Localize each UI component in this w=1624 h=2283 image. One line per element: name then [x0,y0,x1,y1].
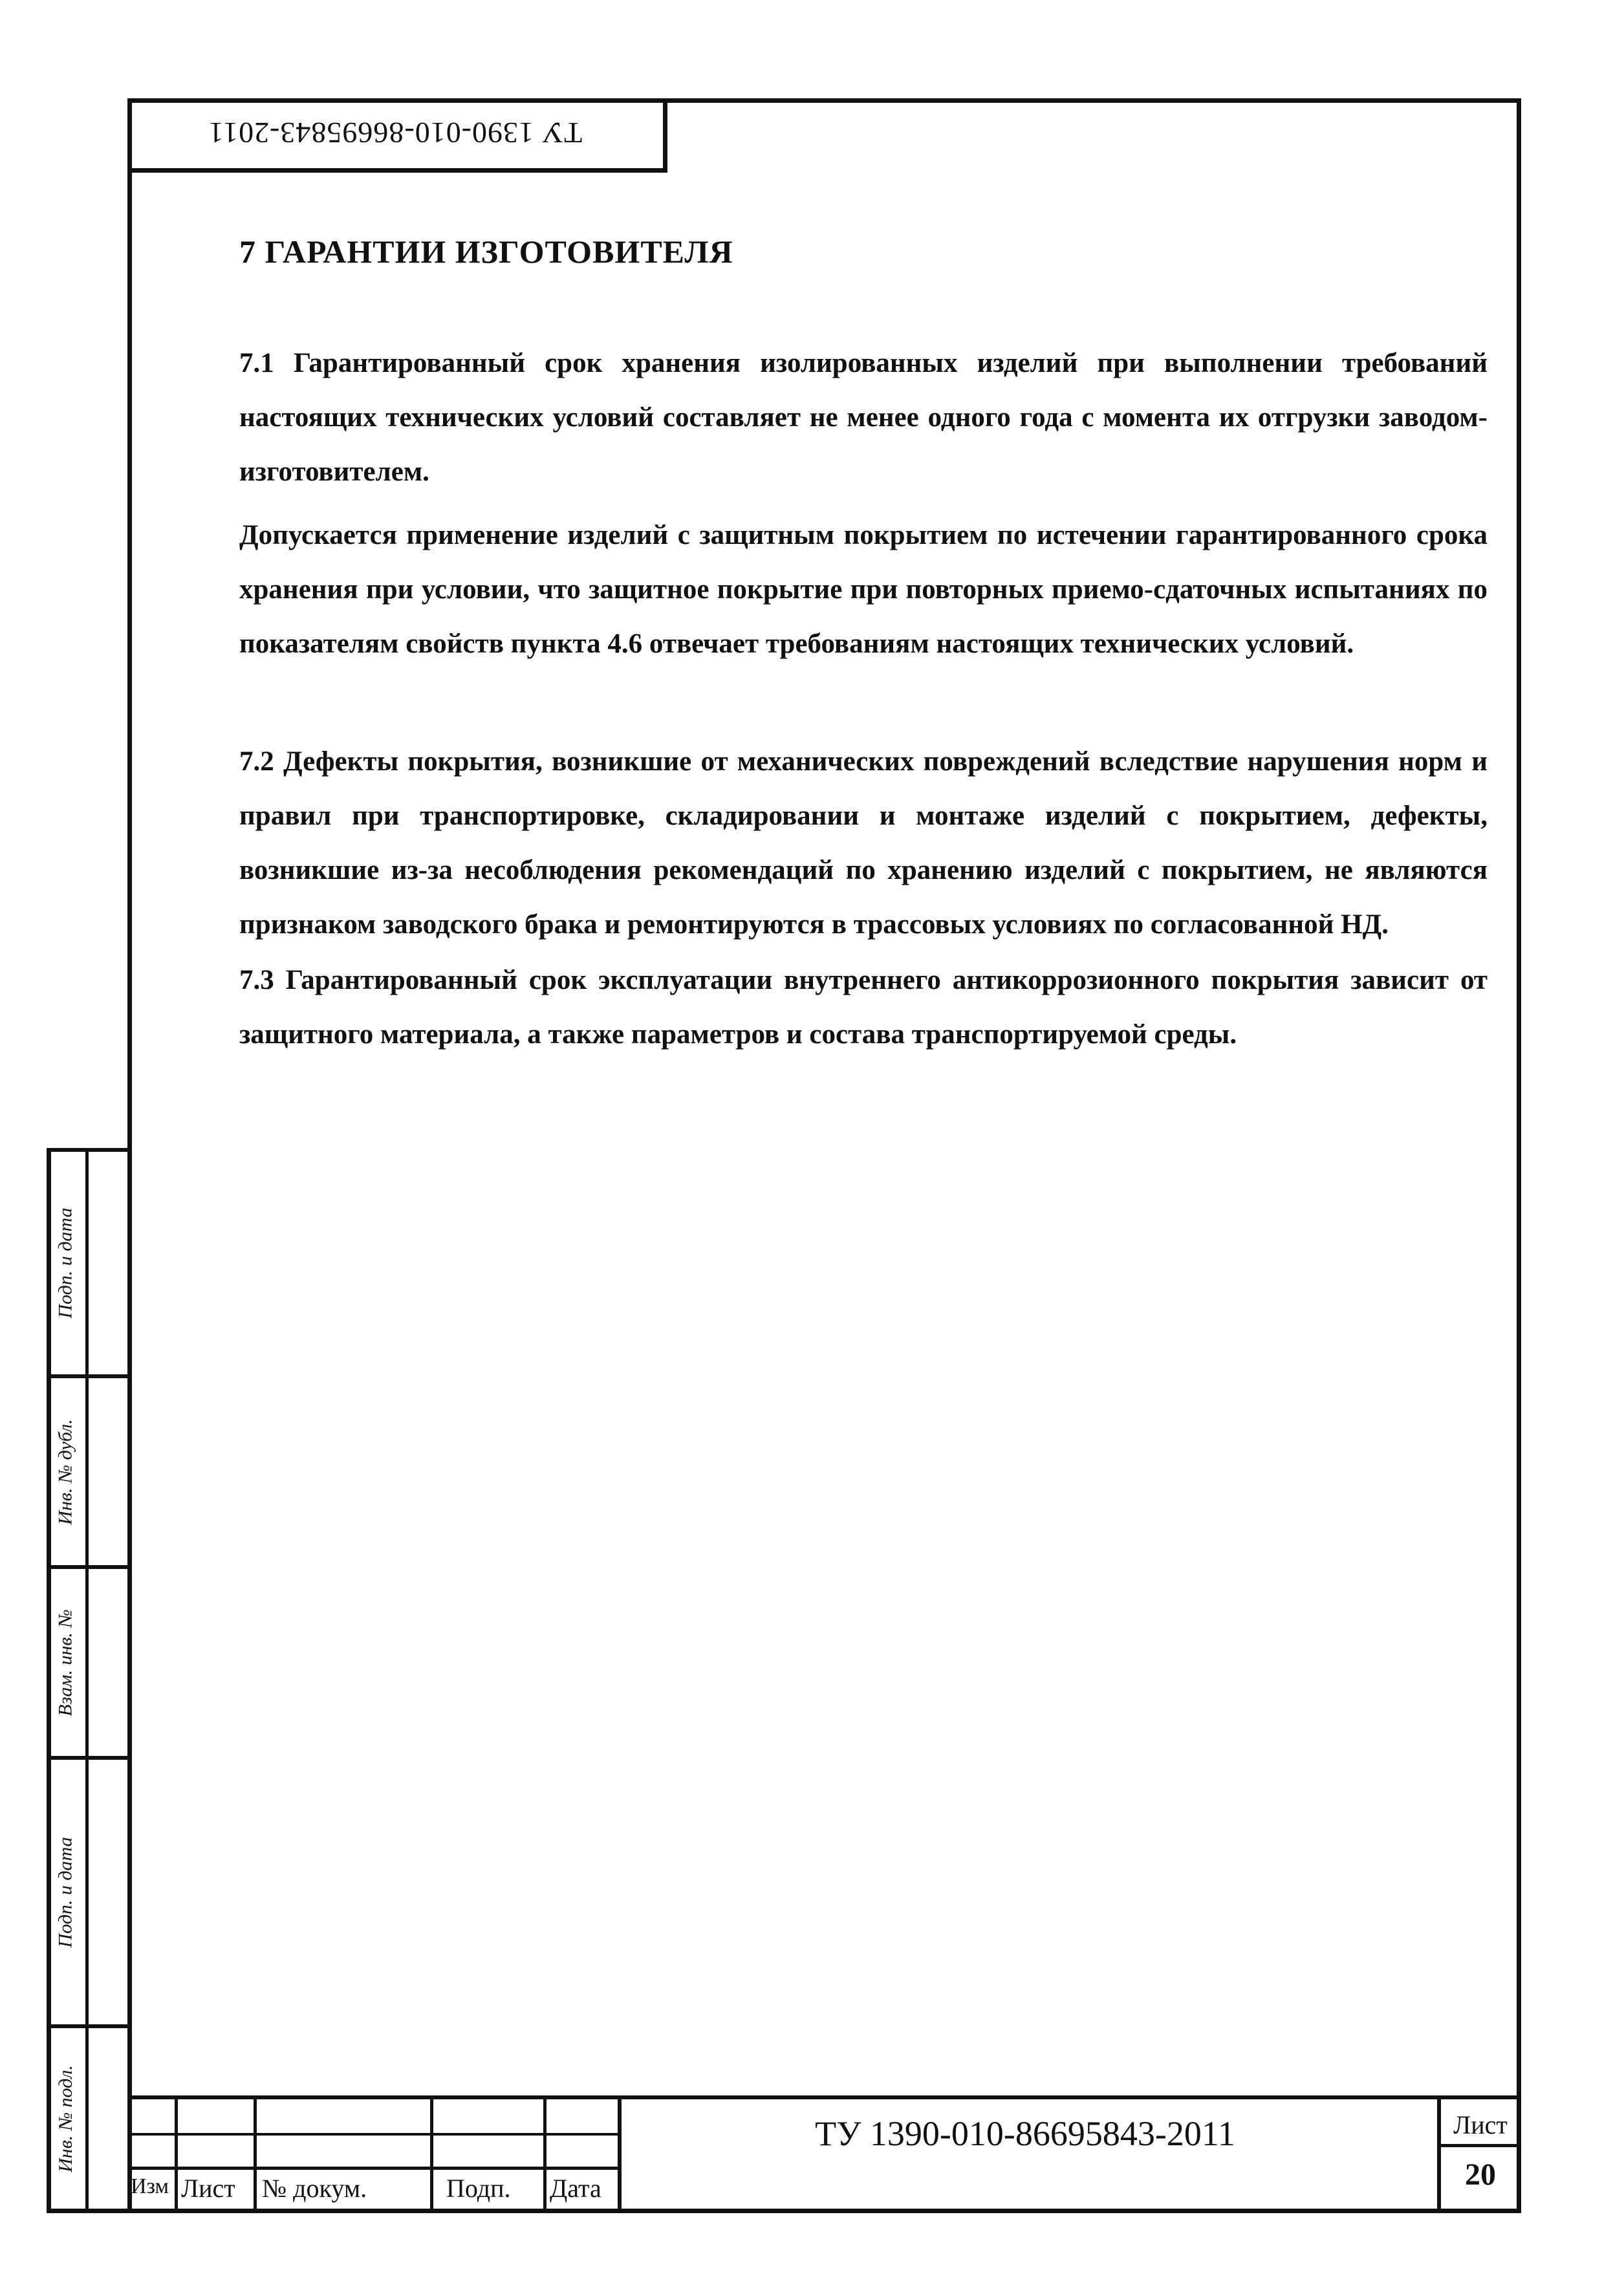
section-heading: 7 ГАРАНТИИ ИЗГОТОВИТЕЛЯ [239,233,733,270]
col-change: Изм [131,2174,169,2198]
sheet-label: Лист [1453,2110,1508,2139]
col-sheet: Лист [181,2174,235,2203]
paragraph-7-1: 7.1 Гарантированный срок хранения изолированных изделий при выполнении требований настоящих технических условий составляет не менее одного года с момента их отгрузки заводом-изготовителем. [239,348,1488,487]
designation-box [127,98,667,173]
col-doc-number: № докум. [262,2174,367,2203]
side-label-orig-inv: Инв. № подл. [55,2064,76,2172]
side-label-sign-date-2: Подп. и дата [55,1836,76,1948]
paragraph-7-1-note: Допускается применение изделий с защитным покрытием по истечении гарантированного срока хранения при условии, что защитное покрытие при повторных приемо-сдаточных испытаниях по показателям свойств пункта 4.6 отвечает требованиям настоящих технических условий. [239,520,1488,659]
col-signature: Подп. [446,2174,511,2203]
col-date: Дата [550,2174,601,2203]
side-label-dup-inv: Инв. № дубл. [55,1418,76,1525]
document-code: ТУ 1390-010-86695843-2011 [815,2114,1235,2153]
paragraph-7-2: 7.2 Дефекты покрытия, возникшие от механических повреждений вследствие нарушения норм и правил при транспортировке, складировании и монтаже изделий с покрытием, дефекты, возникшие из-за несоблюдения рекомендаций по хранению изделий с покрытием, не являются признаком заводского брака и ремонтируются в трассовых условиях по согласованной НД. [239,746,1488,940]
side-label-sign-date-1: Подп. и дата [55,1207,76,1319]
sheet-number: 20 [1465,2158,1496,2192]
designation-mirrored: ТУ 1390-010-86695843-2011 [208,116,583,150]
side-label-replace-inv: Взам. инв. № [55,1608,76,1716]
paragraph-7-3: 7.3 Гарантированный срок эксплуатации внутреннего антикоррозионного покрытия зависит от защитного материала, а также параметров и состава транспортируемой среды. [239,965,1488,1050]
